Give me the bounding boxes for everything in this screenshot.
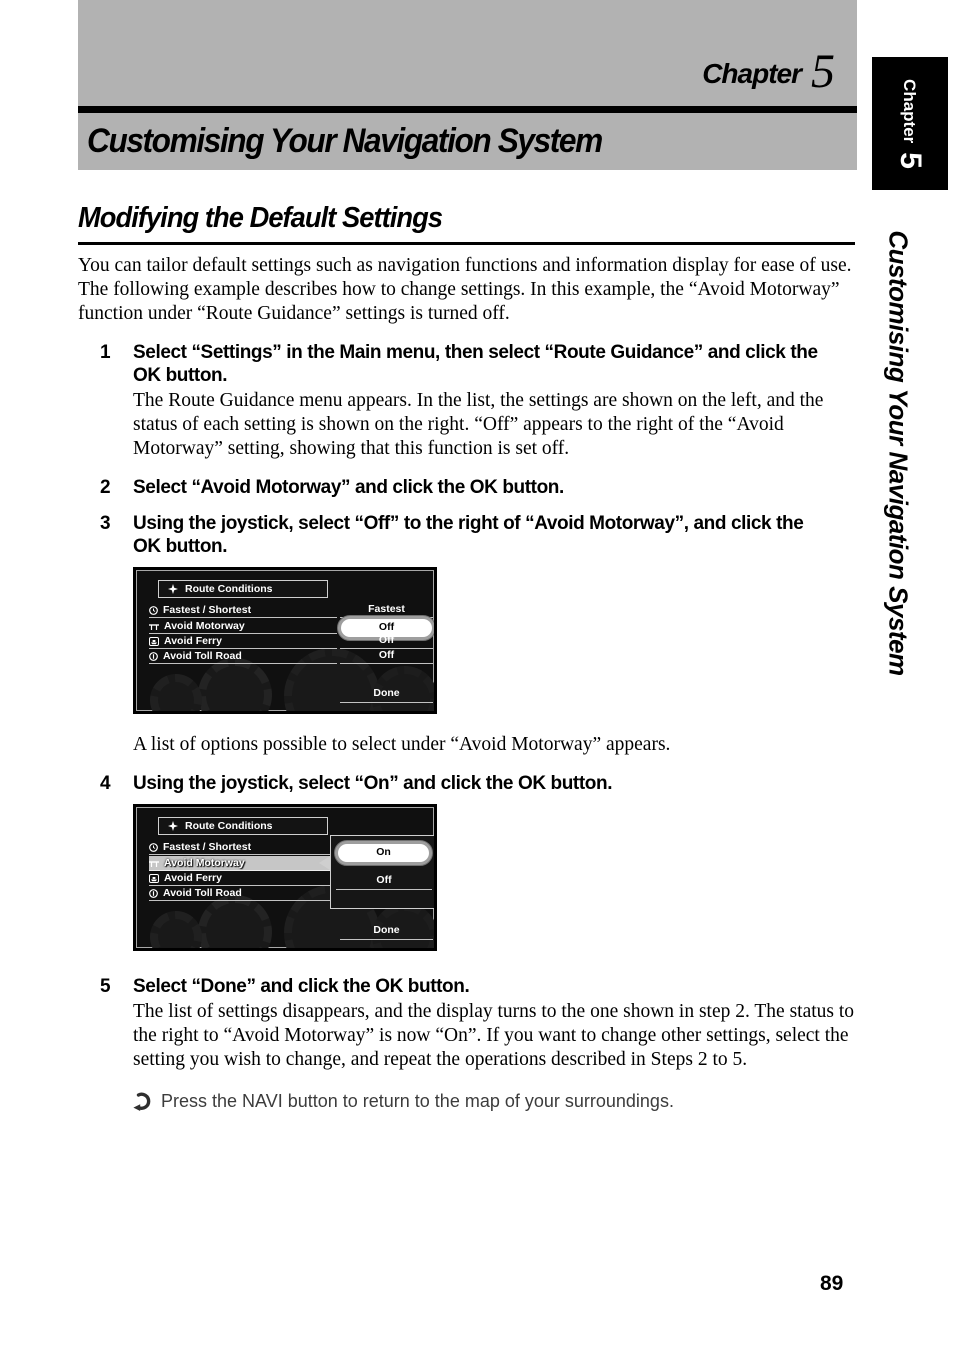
menu-item-avoid-motorway-highlighted: [149, 856, 331, 871]
sidebar-chapter-title: Customising Your Navigation System: [883, 230, 914, 676]
screen1-caption: A list of options possible to select under “Avoid Motorway” appears.: [133, 734, 671, 755]
sidebar-chapter-label: Chapter: [900, 78, 919, 143]
chapter-title: Customising Your Navigation System: [87, 122, 602, 160]
chapter-label: Chapter: [702, 58, 801, 89]
ferry-icon: [149, 874, 159, 883]
menu-item-label: Fastest / Shortest: [163, 604, 252, 616]
sidebar-title-box: [862, 208, 934, 698]
step-5-detail: The list of settings disappears, and the display turns to the one shown in step 2. The status to the right to “Avoid Motorway” is now “On”. If you want to change other settings, select the setting you wish to change, and repeat the operations described in Steps 2 to 5.: [133, 1001, 855, 1070]
gear-graphic: [198, 658, 272, 714]
clock-icon: [149, 606, 158, 615]
gear-graphic: [150, 674, 202, 714]
step-2: [78, 476, 857, 499]
motorway-icon: [149, 859, 159, 868]
step-instruction: Using the joystick, select “Off” to the right of “Avoid Motorway”, and click the OK button.: [133, 513, 804, 557]
done-button: Done: [340, 924, 433, 940]
selected-value-off: Off: [341, 619, 432, 637]
setting-value-off: Off: [340, 649, 433, 664]
clock-icon: [149, 843, 158, 852]
step-1: [78, 341, 857, 387]
tools-sparkle-icon: [168, 584, 178, 594]
ferry-icon: [149, 637, 159, 646]
step-instruction: Select “Done” and click the OK button.: [133, 976, 470, 997]
tools-sparkle-icon: [168, 821, 178, 831]
option-on: On: [338, 844, 429, 862]
step-instruction: Select “Settings” in the Main menu, then select “Route Guidance” and click the OK button.: [133, 342, 818, 386]
menu-item-avoid-ferry: [149, 871, 331, 886]
menu-item-avoid-toll-road: [149, 649, 337, 664]
option-off: Off: [336, 874, 432, 890]
step-1-detail: The Route Guidance menu appears. In the list, the settings are shown on the left, and the status of each setting is shown on the right. “Off” appears to the right of the “Avoid Motorway” setting, showing that this function is set off.: [133, 390, 824, 459]
menu-item-fastest-shortest: [149, 840, 331, 855]
popup-pointer-arrow: [319, 856, 330, 870]
screen-title-bar: [158, 817, 328, 835]
selected-option-pill: [334, 840, 433, 866]
chapter-number: 5: [811, 45, 835, 98]
note-text: Press the NAVI button to return to the map of your surroundings.: [161, 1091, 674, 1111]
nav-screenshot-route-conditions: [133, 567, 437, 714]
page-number: 89: [820, 1272, 844, 1295]
menu-item-avoid-ferry: [149, 634, 337, 649]
menu-item-avoid-toll-road: [149, 886, 331, 901]
intro-paragraph-1: You can tailor default settings such as navigation functions and information display for ease of use.: [78, 255, 852, 276]
step-4: [78, 772, 857, 795]
setting-value-fastest: Fastest: [340, 603, 433, 618]
navi-note: [133, 1090, 857, 1117]
setting-value-off: Off: [340, 634, 433, 649]
step-number: 2: [100, 477, 111, 498]
header-rule: [78, 106, 857, 113]
menu-item-label: Avoid Toll Road: [163, 887, 242, 899]
menu-item-label: Avoid Motorway: [164, 857, 245, 869]
menu-item-label: Avoid Ferry: [164, 872, 222, 884]
step-instruction: Select “Avoid Motorway” and click the OK button.: [133, 477, 564, 498]
step-5: [78, 975, 857, 998]
sidebar-chapter-tab: [872, 57, 948, 190]
section-rule: [78, 242, 855, 245]
menu-item-label: Fastest / Shortest: [163, 841, 252, 853]
intro-paragraph-2: The following example describes how to change settings. In this example, the “Avoid Motorway” function under “Route Guidance” settings is turned off.: [78, 279, 840, 324]
step-number: 5: [100, 976, 111, 997]
step-number: 3: [100, 513, 111, 534]
chapter-line: [702, 44, 835, 99]
step-number: 4: [100, 773, 111, 794]
screen-title-bar: [158, 580, 328, 598]
motorway-icon: [149, 622, 159, 631]
section-heading: Modifying the Default Settings: [78, 202, 443, 234]
screen-title: Route Conditions: [185, 583, 273, 595]
gear-graphic: [198, 895, 272, 951]
sidebar-chapter-text: [893, 79, 927, 169]
step-3: [78, 512, 857, 558]
option-popup: [330, 835, 437, 909]
gear-graphic: [150, 911, 202, 951]
return-arrow-icon: [133, 1092, 152, 1117]
toll-icon: [149, 652, 158, 661]
step-instruction: Using the joystick, select “On” and click the OK button.: [133, 773, 613, 794]
nav-screenshot-route-conditions-popup: [133, 804, 437, 951]
screen-title: Route Conditions: [185, 820, 273, 832]
menu-item-fastest-shortest: [149, 603, 337, 618]
toll-icon: [149, 889, 158, 898]
menu-item-avoid-motorway: [149, 619, 337, 634]
menu-item-label: Avoid Toll Road: [163, 650, 242, 662]
step-number: 1: [100, 342, 111, 363]
menu-item-label: Avoid Motorway: [164, 620, 245, 632]
main-content: [78, 202, 857, 1117]
done-button: Done: [340, 687, 433, 703]
menu-item-label: Avoid Ferry: [164, 635, 222, 647]
sidebar-chapter-number: 5: [894, 151, 927, 169]
chapter-header-band: [78, 0, 857, 170]
